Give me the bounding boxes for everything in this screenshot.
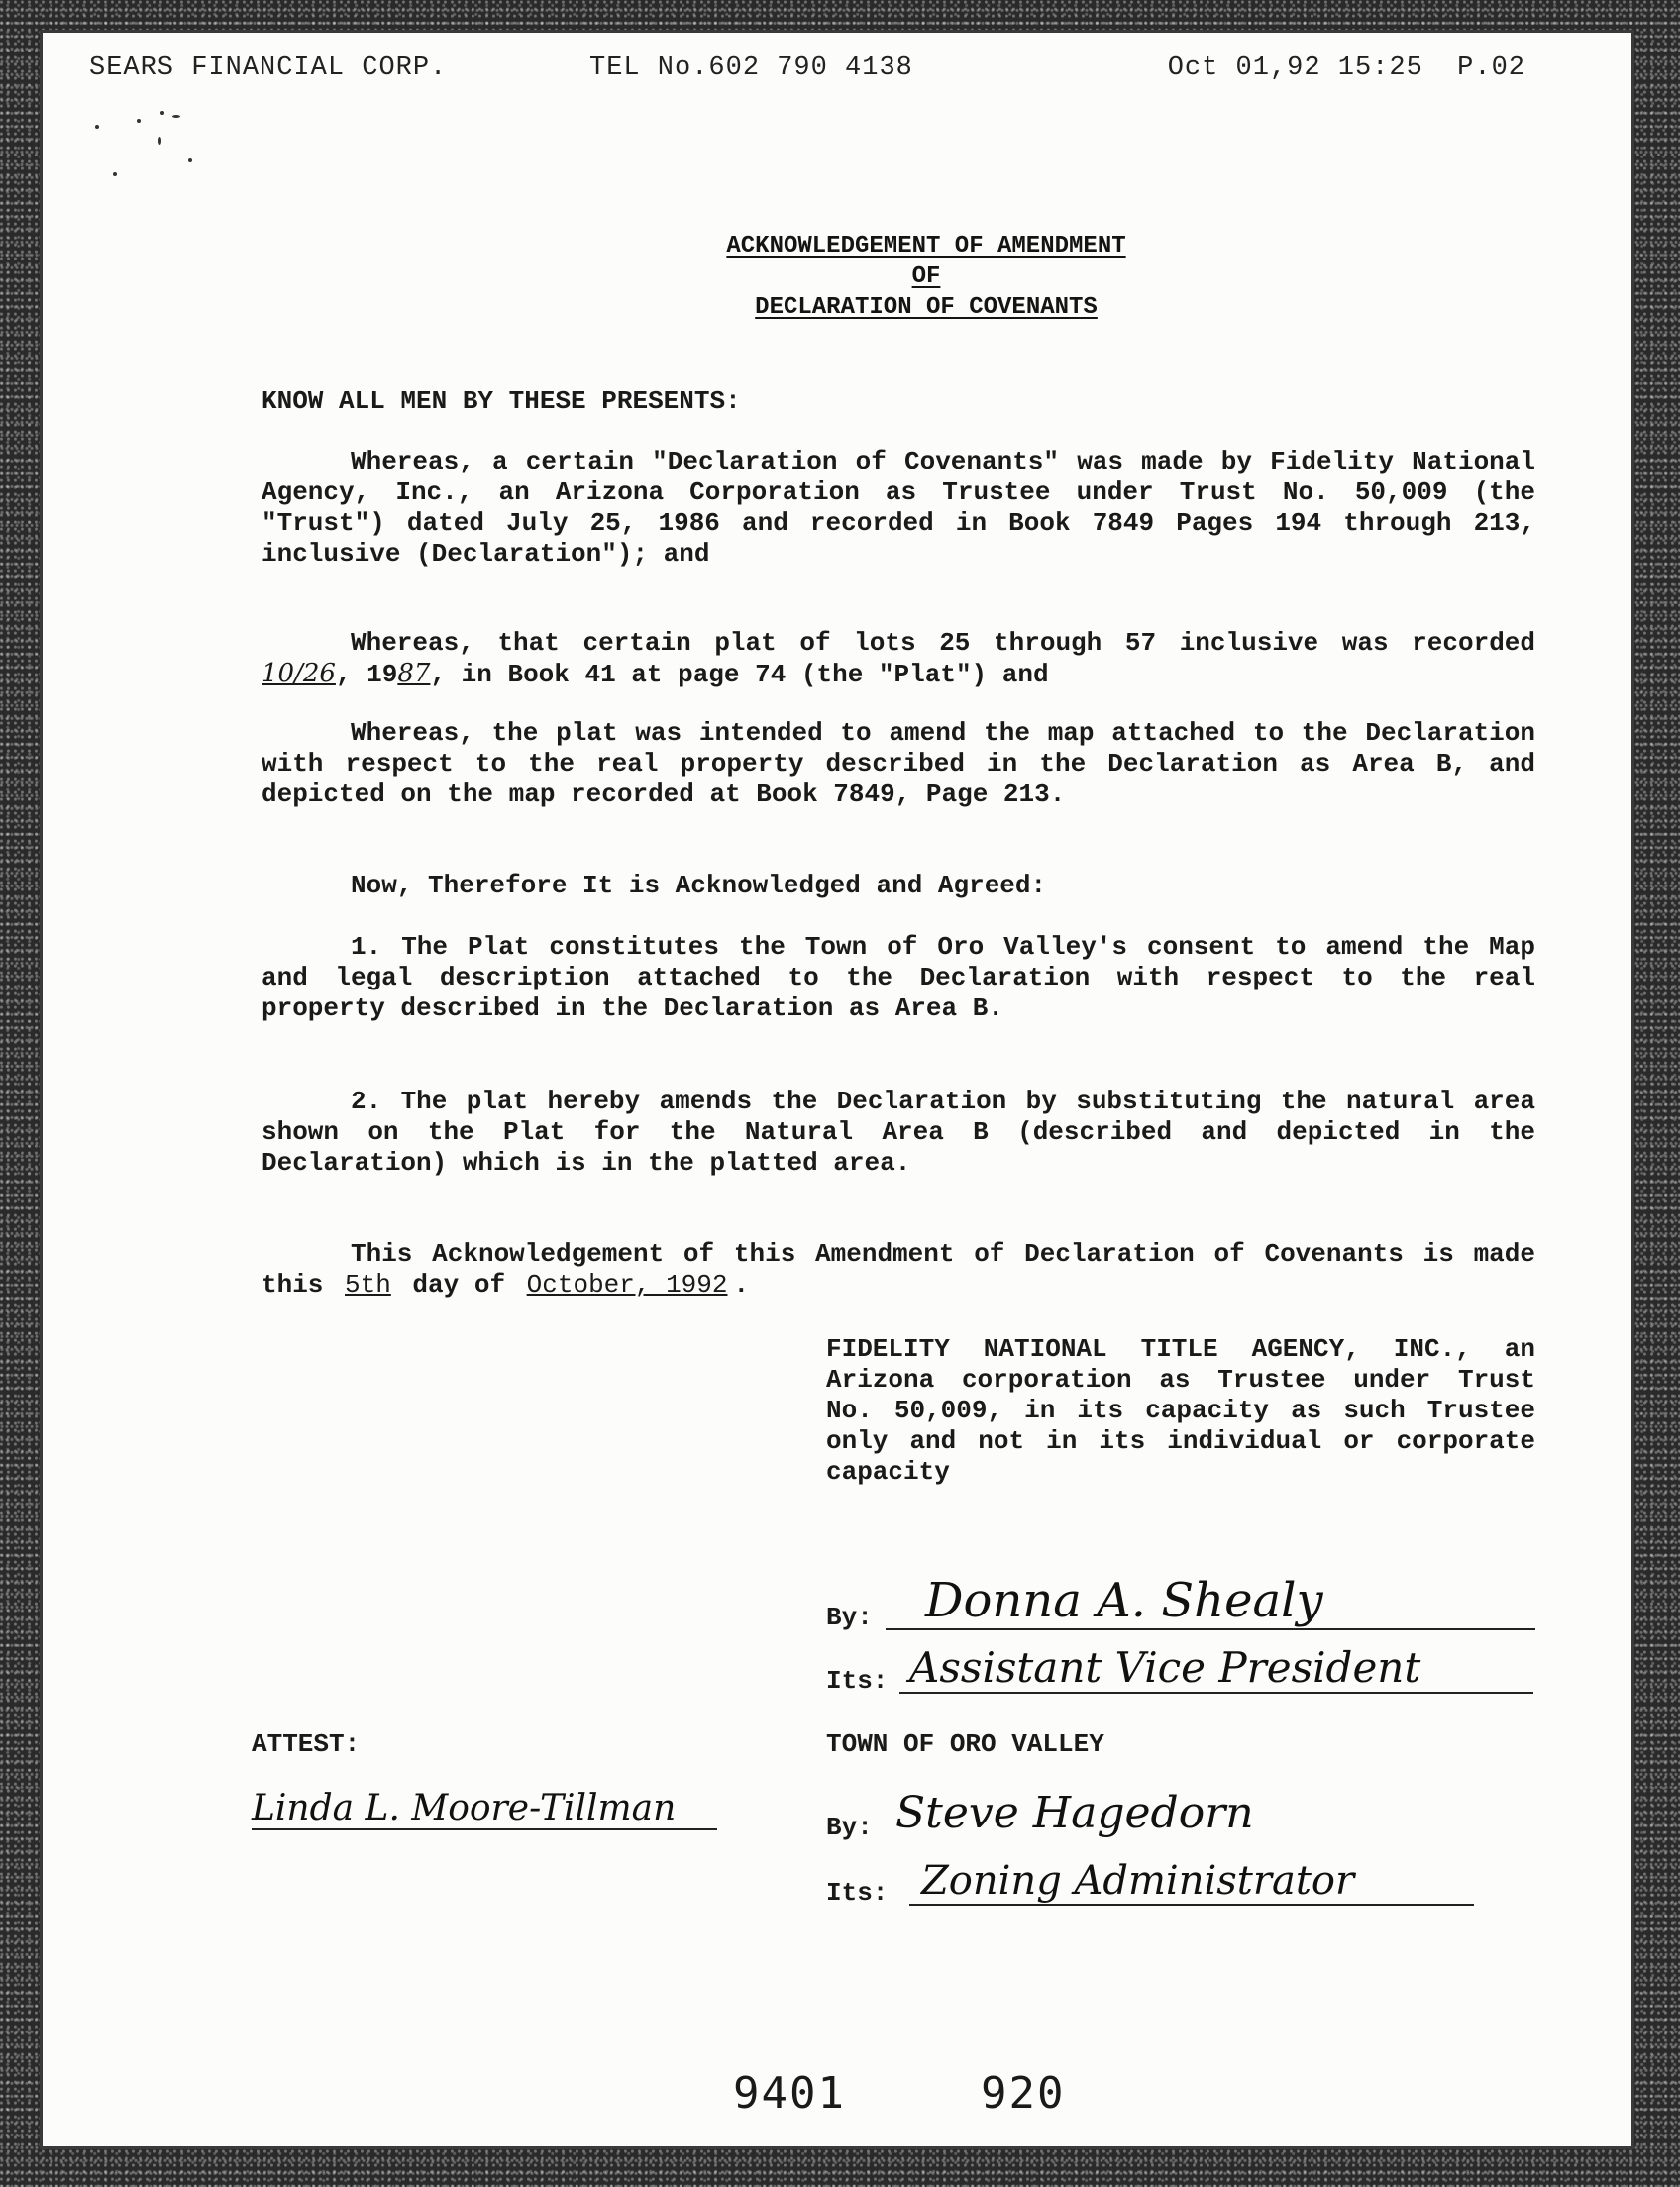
attest-signature-row [252, 1783, 747, 1832]
document-page [40, 30, 1634, 2149]
recording-page-number: 920 [981, 2068, 1066, 2119]
paragraph-now-therefore: Now, Therefore It is Acknowledged and Agreed: [351, 871, 1047, 900]
salutation: KNOW ALL MEN BY THESE PRESENTS: [262, 386, 741, 416]
closing-paragraph: This Acknowledgement of this Amendment of Declaration of Covenants is made this 5th day of October, 1992 . [262, 1239, 1535, 1300]
title-line-1: ACKNOWLEDGEMENT OF AMENDMENT [726, 233, 1126, 260]
paragraph-whereas-declaration: Whereas, a certain "Declaration of Covenants" was made by Fidelity National Agency, Inc., an Arizona Corporation as Trustee under Trust No. 50,009 (the "Trust") dated July 25, 1986 and recorded in Book 7849 Pages 194 through 213, inclusive (Declaration"); and [262, 447, 1535, 569]
town-by-label: By: [826, 1813, 873, 1842]
filled-month-year: October, 1992 [526, 1270, 728, 1300]
trustee-by-row [826, 1573, 1535, 1632]
fax-timestamp: Oct 01,92 15:25 P.02 [1167, 53, 1525, 83]
town-signature: Steve Hagedorn [895, 1788, 1254, 1838]
clause-1: 1. The Plat constitutes the Town of Oro Valley's consent to amend the Map and legal description attached to the Declaration with respect to the real property described in the Declaration as Area B. [262, 932, 1535, 1023]
attest-label: ATTEST: [252, 1729, 361, 1759]
title-line [899, 1692, 1533, 1694]
trustee-title: Assistant Vice President [909, 1643, 1421, 1692]
town-by-row [826, 1788, 1535, 1842]
document-title [129, 231, 1680, 323]
trustee-description: FIDELITY NATIONAL TITLE AGENCY, INC., an Arizona corporation as Trustee under Trust No. 50,009, in its capacity as such Trustee only and not in its individual or corporate capacity [826, 1334, 1535, 1487]
trustee-by-label: By: [826, 1603, 873, 1632]
town-title: Zoning Administrator [921, 1858, 1355, 1904]
town-its-row [826, 1858, 1535, 1908]
signature-line [886, 1628, 1535, 1630]
town-heading: TOWN OF ORO VALLEY [826, 1729, 1104, 1759]
attest-signature: Linda L. Moore-Tillman [252, 1788, 677, 1828]
fax-header [89, 53, 1525, 93]
scan-specks [89, 107, 208, 186]
town-its-label: Its: [826, 1878, 889, 1908]
fax-telephone: TEL No.602 790 4138 [589, 53, 913, 83]
fax-company: SEARS FINANCIAL CORP. [89, 53, 448, 83]
title-line-3: DECLARATION OF COVENANTS [755, 294, 1098, 321]
title-line-2: OF [911, 263, 941, 290]
clause-2: 2. The plat hereby amends the Declaration by substituting the natural area shown on the Plat for the Natural Area B (described and depicted in the Declaration) which is in the platted area. [262, 1087, 1535, 1178]
trustee-signature: Donna A. Shealy [925, 1573, 1323, 1628]
paragraph-whereas-plat: Whereas, that certain plat of lots 25 through 57 inclusive was recorded 10/26, 1987, in Book 41 at page 74 (the "Plat") and [262, 628, 1535, 689]
town-title-line [909, 1904, 1474, 1906]
recording-book-number: 9401 [733, 2068, 846, 2119]
trustee-its-row [826, 1643, 1579, 1696]
attest-line [252, 1828, 717, 1830]
handwritten-record-year: 87 [397, 659, 431, 688]
trustee-its-label: Its: [826, 1666, 889, 1696]
filled-day: 5th [345, 1270, 391, 1300]
paragraph-whereas-amend: Whereas, the plat was intended to amend the map attached to the Declaration with respect to the real property described in the Declaration as Area B, and depicted on the map recorded at Book 7849, Page 213. [262, 718, 1535, 809]
handwritten-record-date: 10/26 [262, 659, 336, 688]
